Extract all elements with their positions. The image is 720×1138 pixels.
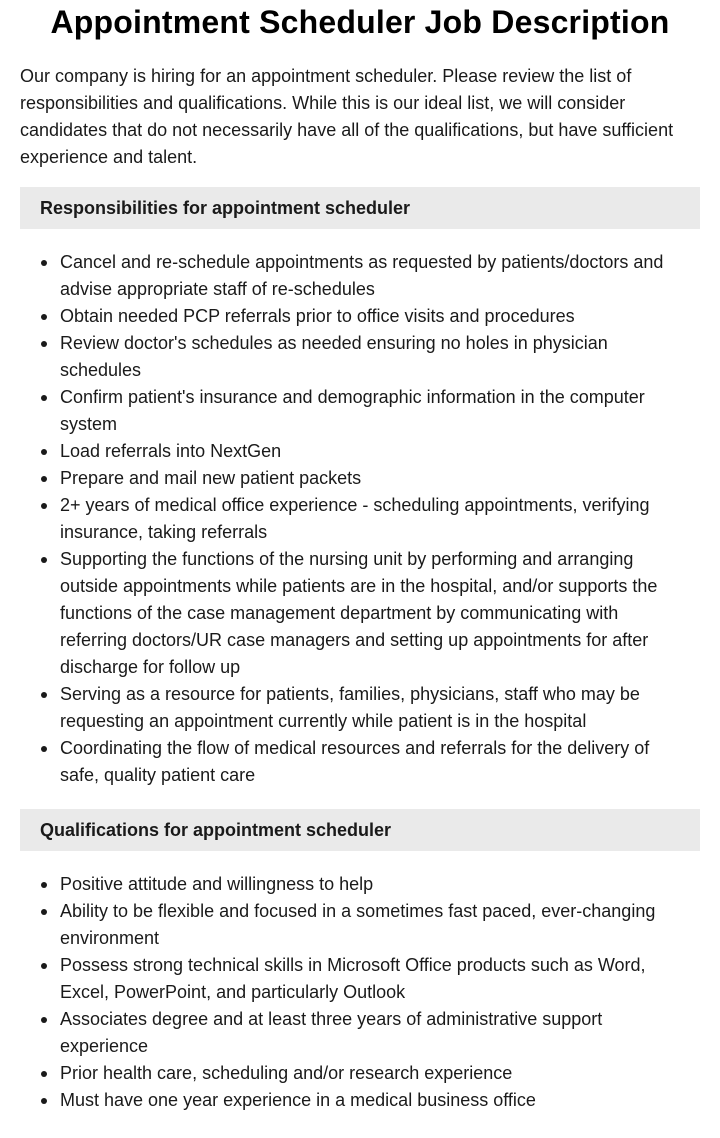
list-item: Supporting the functions of the nursing unit by performing and arranging outside appointments while patients are in the hospital, and/or supports the functions of the case management department by communicating with referring doctors/UR case managers and setting up appointments for after discharge for follow up [60, 546, 700, 681]
list-item: Review doctor's schedules as needed ensuring no holes in physician schedules [60, 330, 700, 384]
qualifications-heading: Qualifications for appointment scheduler [20, 809, 700, 851]
list-item: Confirm patient's insurance and demographic information in the computer system [60, 384, 700, 438]
responsibilities-heading: Responsibilities for appointment scheduler [20, 187, 700, 229]
list-item: Associates degree and at least three years of administrative support experience [60, 1006, 700, 1060]
qualifications-list [20, 871, 700, 1114]
list-item: Must have one year experience in a medical business office [60, 1087, 700, 1114]
list-item: Obtain needed PCP referrals prior to office visits and procedures [60, 303, 700, 330]
list-item: Coordinating the flow of medical resources and referrals for the delivery of safe, quality patient care [60, 735, 700, 789]
list-item: 2+ years of medical office experience - scheduling appointments, verifying insurance, taking referrals [60, 492, 700, 546]
list-item: Positive attitude and willingness to help [60, 871, 700, 898]
list-item: Ability to be flexible and focused in a sometimes fast paced, ever-changing environment [60, 898, 700, 952]
list-item: Serving as a resource for patients, families, physicians, staff who may be requesting an appointment currently while patient is in the hospital [60, 681, 700, 735]
list-item: Prepare and mail new patient packets [60, 465, 700, 492]
list-item: Cancel and re-schedule appointments as requested by patients/doctors and advise appropriate staff of re-schedules [60, 249, 700, 303]
list-item: Possess strong technical skills in Microsoft Office products such as Word, Excel, PowerPoint, and particularly Outlook [60, 952, 700, 1006]
intro-paragraph: Our company is hiring for an appointment scheduler. Please review the list of responsibilities and qualifications. While this is our ideal list, we will consider candidates that do not necessarily have all of the qualifications, but have sufficient experience and talent. [20, 66, 674, 167]
list-item: Load referrals into NextGen [60, 438, 700, 465]
list-item: Prior health care, scheduling and/or research experience [60, 1060, 700, 1087]
responsibilities-list [20, 249, 700, 789]
page-title: Appointment Scheduler Job Description [50, 4, 670, 40]
